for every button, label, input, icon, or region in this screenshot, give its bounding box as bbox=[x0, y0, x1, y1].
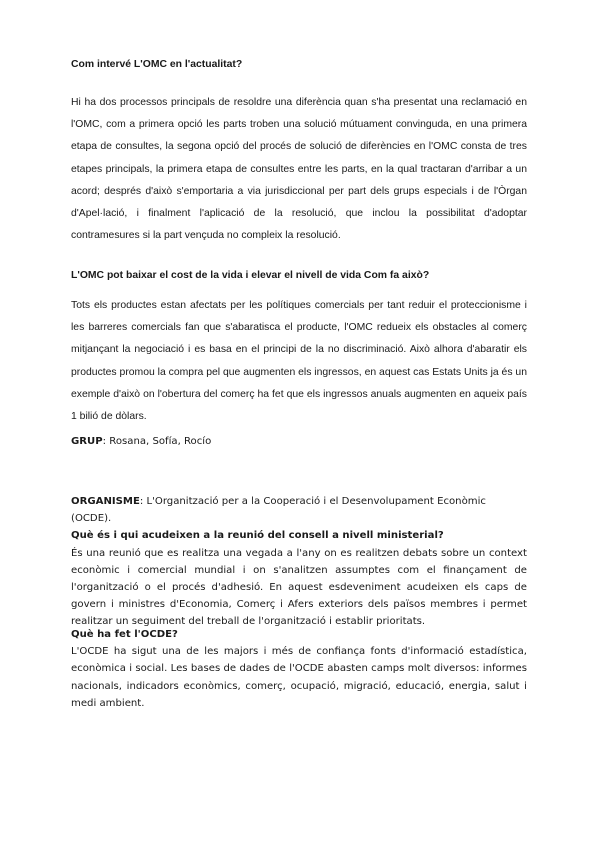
section1-paragraph: Hi ha dos processos principals de resoldre una diferència quan s'ha presentat una reclamació en l'OMC, com a primera opció les parts troben una solució mútuament convinguda, en una primera etapa de consultes, la segona opció del procés de solució de diferències en l'OMC consta de tres etapes principals, la primera etapa de consultes entre les parts, en la qual tractaran d'arribar a un acord; després d'això s'emportaria a via jurisdiccional per part dels grups especials i de l'Òrgan d'Apel·lació, i finalment l'aplicació de la resolució, que inclou la possibilitat d'adoptar contramesures si la part vençuda no compleix la resolució. bbox=[71, 97, 527, 242]
ocde-question: Què ha fet l'OCDE? bbox=[71, 629, 178, 640]
organisme-label: ORGANISME bbox=[71, 496, 140, 507]
group-line bbox=[71, 434, 527, 450]
ocde-answer: L'OCDE ha sigut una de les majors i més de confiança fonts d'informació estadística, econòmica i social. Les bases de dades de l'OCDE abasten camps molt diversos: informes nacionals, indicadors econòmics, comerç, ocupació, migració, educació, energia, salut i medi ambient. bbox=[71, 646, 527, 709]
section2-heading: L'OMC pot baixar el cost de la vida i elevar el nivell de vida Com fa això? bbox=[71, 270, 430, 281]
section2-paragraph: Tots els productes estan afectats per les polítiques comercials per tant reduir el proteccionisme i les barreres comercials fan que s'abaratisca el producte, l'OMC redueix els obstacles al comerç mitjançant la negociació i es basa en el principi de la no discriminació. Això alhora d'abaratir els productes promou la compra pel que augmenten els ingressos, en aquest cas Estats Units ja és un exemple d'això on l'obertura del comerç ha fet que els ingressos anuals augmenten en aqueix país 1 bilió de dòlars. bbox=[71, 300, 527, 423]
ocde-block bbox=[71, 626, 527, 712]
organisme-block bbox=[71, 493, 527, 631]
group-label: GRUP bbox=[71, 436, 103, 447]
organisme-answer: És una reunió que es realitza una vegada a l'any on es realitzen debats sobre un context econòmic i comercial mundial i on s'analitzen assumptes com el finançament de l'organització o el procés d'adhesió. En aquest esdeveniment acudeixen els caps de govern i ministres d'Economia, Comerç i Afers exteriors dels països membres i permet realitzar un seguiment del treball de l'organització i establir prioritats. bbox=[71, 547, 527, 628]
section1-heading: Com intervé L'OMC en l'actualitat? bbox=[71, 59, 243, 70]
organisme-question: Què és i qui acudeixen a la reunió del consell a nivell ministerial? bbox=[71, 530, 444, 542]
organisme-line bbox=[71, 493, 527, 527]
organisme-value: : L'Organització per a la Cooperació i el Desenvolupament Econòmic (OCDE). bbox=[71, 496, 486, 525]
group-members: : Rosana, Sofía, Rocío bbox=[102, 436, 212, 447]
